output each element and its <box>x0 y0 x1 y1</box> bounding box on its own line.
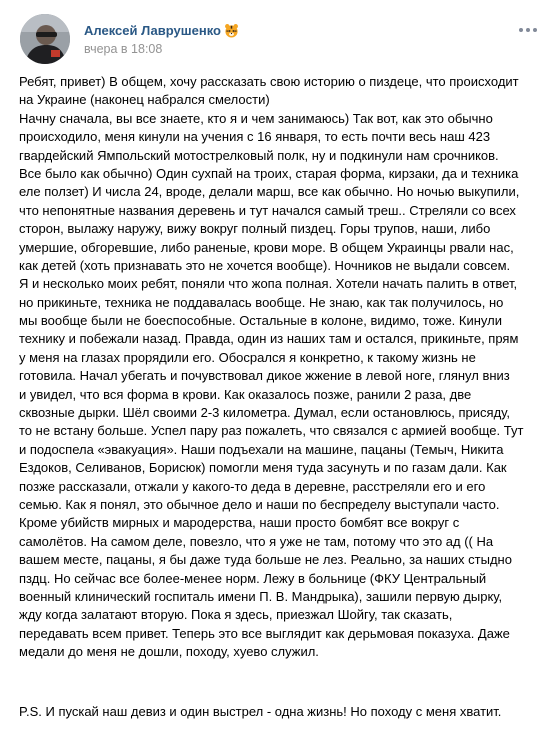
post-text-line: происходило, меня кинули на учения с 16 января, то есть почти весь наш 423 <box>19 129 491 145</box>
post-text-line: позже рассказали, отжали у какого-то деда в деревне, расстреляли его и его <box>19 478 486 494</box>
post-text-line: жду когда залатают вторую. Пока я здесь, приезжал Шойгу, так сказать, <box>19 607 453 623</box>
post-text-line: умершие, обгоревшие, либо раненые, крови море. В общем Украинцы рвали нас, <box>19 239 514 255</box>
post-text-line: еле ползет) И числа 24, вроде, делали марш, все как обычно. Но ночью выкупили, <box>19 184 520 200</box>
post-text-line: и увидел, что вся форма в крови. Как оказалось позже, ранили 2 раза, две <box>19 386 472 402</box>
post-text-line: Я и несколько моих ребят, поняли что жопа полная. Хотели начать палить в ответ, <box>19 276 518 292</box>
post-text-line: передавать всем привет. Теперь это все выглядит как дерьмовая показуха. Даже <box>19 625 510 641</box>
post-text-line: мы вообще были не боеспособные. Остальные в колоне, видимо, тоже. Кинули <box>19 313 502 329</box>
post-text-line: готовила. Начал убегать и почувствовал дикое жжение в левой ноге, глянул вниз <box>19 368 510 384</box>
post-text-line: гвардейский Ямпольский мотострелковый полк, ну и подкинули нам срочников. <box>19 147 499 163</box>
post-text-line: семью. Как я понял, это обычное дело и наши по беспределу выступали часто. <box>19 496 500 512</box>
post-text <box>19 73 539 662</box>
tiger-emoji-icon <box>224 23 239 41</box>
post-text-line: на Украине (наконец набрался смелости) <box>19 92 270 108</box>
post-text-line: Начну сначала, вы все знаете, кто я и чем занимаюсь) Так вот, как это обычно <box>19 110 493 126</box>
post-text-line: Кроме убийств мирных и мародерства, наши просто бомбят все вокруг с <box>19 515 460 531</box>
post-text-line: пздц. Но сейчас все более-менее норм. Лежу в больнице (ФКУ Центральный <box>19 570 487 586</box>
post-text-line: Ездоков, Селиванов, Борисюк) помогли меня туда засунуть и по газам дали. Как <box>19 460 507 476</box>
post-text-line: у меня на глазах прорядили его. Обосрался я конкретно, к такому жизнь не <box>19 349 476 365</box>
post-text-line: что непонятные названия деревень и тут начался самый треш.. Стреляли со всех <box>19 202 516 218</box>
post-text-line: и подоспела «эвакуация». Наши подъехали на машине, пацаны (Темыч, Никита <box>19 441 504 457</box>
post-text-line: технику и побежали назад. Правда, один из наших там и остался, прикиньте, прям <box>19 331 519 347</box>
post-text-line: Ребят, привет) В общем, хочу рассказать свою историю о пиздеце, что происходит <box>19 74 519 89</box>
author-name-row <box>84 23 239 41</box>
post-text-line: медали до меня не дошли, походу, хуево служил. <box>19 644 319 660</box>
post-text-line: сторон, вылажу наружу, вижу вокруг полный пиздец. Горы трупов, наши, либо <box>19 221 491 237</box>
post-text-line: сквозные дырки. Шёл своими 2-3 километра. Думал, если остановлюсь, присяду, <box>19 405 510 421</box>
author-avatar[interactable] <box>20 14 70 64</box>
post-text-line: то не встану больше. Успел пару раз пожалеть, что связался с армией вообще. Тут <box>19 423 524 439</box>
post-text-line: как детей (хоть признавать это не хочется вообще). Ночников не выдали совсем. <box>19 257 511 273</box>
post-text-line: Все было как обычно) Один сухпай на троих, старая форма, кирзаки, да и техника <box>19 165 519 181</box>
post-timestamp[interactable]: вчера в 18:08 <box>84 42 163 56</box>
post-text-line: самолётов. На самом деле, повезло, что я уже не там, потому что это ад (( На <box>19 533 494 549</box>
post-text-line: военный клинический госпиталь имени П. В. Мандрыка), зашили первую дырку, <box>19 588 503 604</box>
post-text-line: вашем месте, пацаны, я бы даже туда больше не лез. Реально, за наших стыдно <box>19 552 512 568</box>
author-name[interactable]: Алексей Лаврушенко <box>84 23 221 38</box>
avatar-photo-icon <box>20 14 70 64</box>
post-header <box>0 0 558 68</box>
post-text-line: но прикиньте, техника не поддавалась вообще. Не знаю, как так получилось, но <box>19 294 504 310</box>
post-ps: P.S. И пускай наш девиз и один выстрел - одна жизнь! Но походу с меня хватит. <box>19 704 502 719</box>
more-horizontal-icon[interactable] <box>516 20 540 40</box>
